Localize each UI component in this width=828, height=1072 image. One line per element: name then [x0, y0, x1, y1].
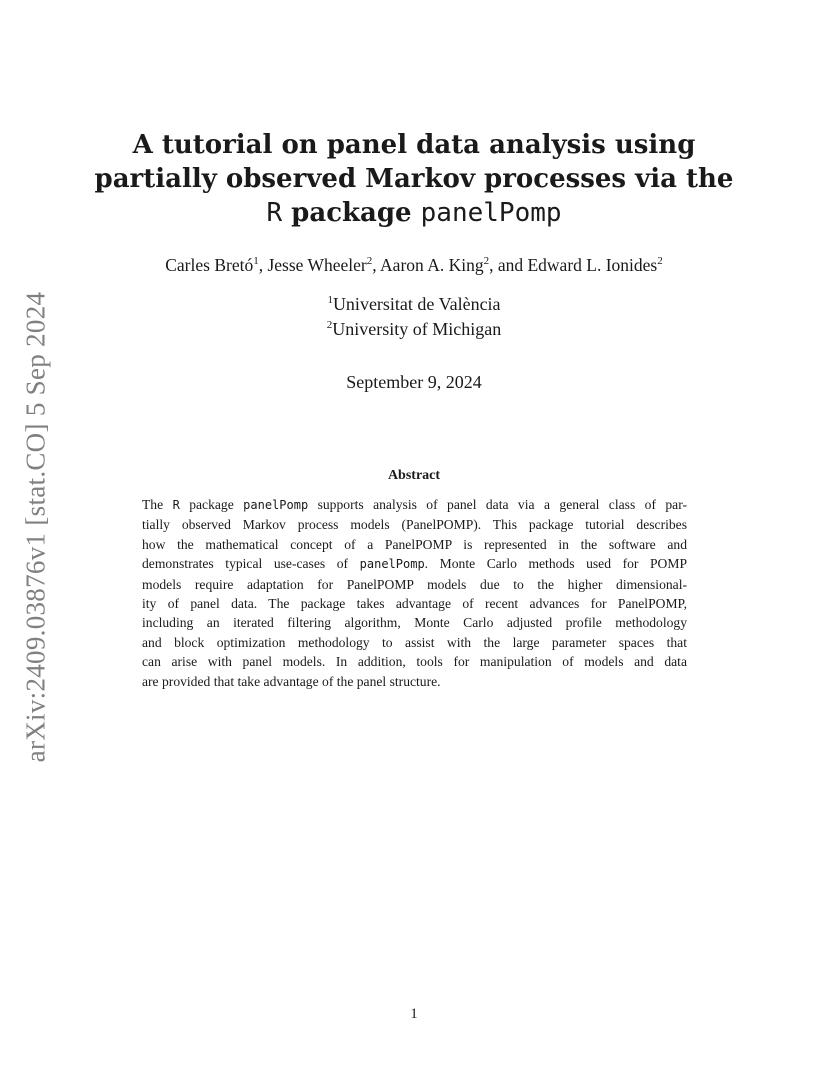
author-separator: , and — [489, 255, 528, 275]
abstract-text: The — [142, 497, 173, 512]
arxiv-identifier-watermark: arXiv:2409.03876v1 [stat.CO] 5 Sep 2024 — [20, 291, 51, 763]
affiliation-1 — [200, 293, 628, 315]
title-r-language: R — [266, 198, 283, 228]
abstract-line: including an iterated filtering algorithm, Monte Carlo adjusted profile methodology — [142, 615, 687, 631]
author-name: Edward L. Ionides — [527, 255, 658, 275]
author-affiliation-mark: 2 — [483, 255, 490, 267]
title-line-2: partially observed Markov processes via the — [94, 164, 734, 194]
paper-title — [90, 128, 738, 230]
title-line-1: A tutorial on panel data analysis using — [132, 130, 696, 160]
abstract-line: tially observed Markov process models (PanelPOMP). This package tutorial describes — [142, 517, 687, 533]
abstract-line: can arise with panel models. In addition, tools for manipulation of models and data — [142, 654, 687, 670]
affiliation-mark: 1 — [327, 294, 333, 306]
author-separator: , — [258, 255, 268, 275]
page-number: 1 — [410, 1006, 418, 1022]
abstract-line — [142, 554, 687, 574]
abstract-code-package: panelPomp — [359, 557, 425, 572]
abstract-code-package: panelPomp — [243, 498, 309, 512]
affiliation-2 — [200, 318, 628, 340]
abstract-text: demonstrates typical use-cases of — [142, 556, 360, 572]
abstract-code-r: R — [172, 498, 180, 512]
author-affiliation-mark: 2 — [657, 255, 663, 267]
title-line-3 — [90, 196, 738, 230]
author-name: Jesse Wheeler — [267, 255, 367, 275]
author-separator: , — [372, 255, 381, 275]
abstract-line: ity of panel data. The package takes advantage of recent advances for PanelPOMP, — [142, 596, 687, 612]
title-package-name: panelPomp — [420, 198, 562, 228]
abstract-text: . Monte Carlo methods used for POMP — [424, 556, 688, 572]
author-name: Carles Bretó — [165, 255, 254, 275]
affiliation-mark: 2 — [326, 319, 333, 331]
abstract-line: models require adaptation for PanelPOMP models due to the higher dimensional- — [142, 576, 687, 592]
abstract-line: how the mathematical concept of a PanelPOMP is represented in the software and — [142, 536, 687, 552]
author-list — [60, 254, 768, 276]
affiliation-name: University of Michigan — [332, 319, 502, 339]
abstract-heading: Abstract — [387, 468, 441, 483]
author-name: Aaron A. King — [380, 255, 484, 275]
publication-date: September 9, 2024 — [346, 372, 482, 392]
abstract-text: package — [179, 497, 244, 512]
abstract-text: supports analysis of panel data via a general class of par- — [308, 497, 687, 512]
affiliation-name: Universitat de València — [332, 294, 501, 314]
author-affiliation-mark: 2 — [366, 255, 373, 267]
author-affiliation-mark: 1 — [253, 255, 259, 267]
title-package-word: package — [282, 198, 421, 228]
abstract-line: and block optimization methodology to assist with the large parameter spaces that — [142, 634, 687, 650]
abstract-body — [142, 495, 687, 691]
abstract-line: are provided that take advantage of the panel structure. — [142, 673, 441, 689]
abstract-line — [142, 495, 687, 515]
